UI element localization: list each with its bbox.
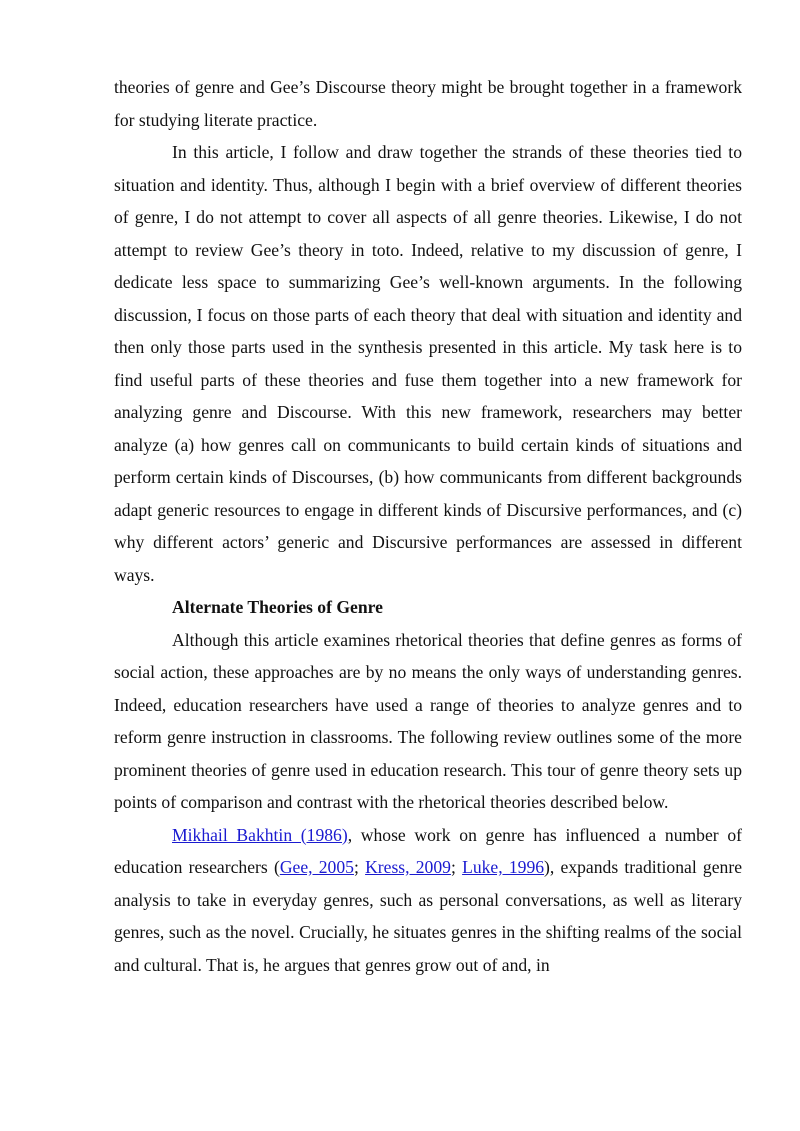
paragraph-bakhtin: [114, 819, 742, 982]
section-heading: Alternate Theories of Genre: [172, 597, 383, 617]
citation-link-luke[interactable]: Luke, 1996: [462, 857, 545, 877]
citation-link-bakhtin[interactable]: Mikhail Bakhtin (1986): [172, 824, 348, 845]
paragraph-article-scope: In this article, I follow and draw together the strands of these theories tied to situation and identity. Thus, although I begin with a brief overview of different theories of genre, I do not attempt to cover all aspects of all genre theories. Likewise, I do not attempt to review Gee’s theory in toto. Indeed, relative to my discussion of genre, I dedicate less space to summarizing Gee’s well-known arguments. In the following discussion, I focus on those parts of each theory that deal with situation and identity and then only those parts used in the synthesis presented in this article. My task here is to find useful parts of these theories and fuse them together into a new framework for analyzing genre and Discourse. With this new framework, researchers may better analyze (a) how genres call on communicants to build certain kinds of situations and perform certain kinds of Discourses, (b) how communicants from different backgrounds adapt generic resources to engage in different kinds of Discursive performances, and (c) why different actors’ generic and Discursive performances are assessed in different ways.: [114, 142, 742, 585]
document-page: [114, 71, 742, 981]
citation-link-gee[interactable]: Gee, 2005: [279, 857, 354, 877]
paragraph-genre-theories: Although this article examines rhetorical theories that define genres as forms of social action, these approaches are by no means the only ways of understanding genres. Indeed, education researchers have used a range of theories to analyze genres and to reform genre instruction in classrooms. The following review outlines some of the more prominent theories of genre used in education research. This tour of genre theory sets up points of comparison and contrast with the rhetorical theories described below.: [114, 629, 742, 812]
paragraph-text: , whose work on genre has influenced a number of education researchers (: [114, 824, 742, 877]
citation-link-kress[interactable]: Kress, 2009: [365, 857, 451, 877]
citation-separator: ;: [450, 857, 463, 877]
paragraph-continuation: theories of genre and Gee’s Discourse theory might be brought together in a framework for studying literate practice.: [114, 77, 742, 130]
paragraph-text: ), expands traditional genre analysis to take in everyday genres, such as personal conversations, as well as literary genres, such as the novel. Crucially, he situates genres in the shifting realms of the social and cultural. That is, he argues that genres grow out of and, in: [114, 857, 743, 975]
citation-separator: ;: [353, 857, 366, 877]
